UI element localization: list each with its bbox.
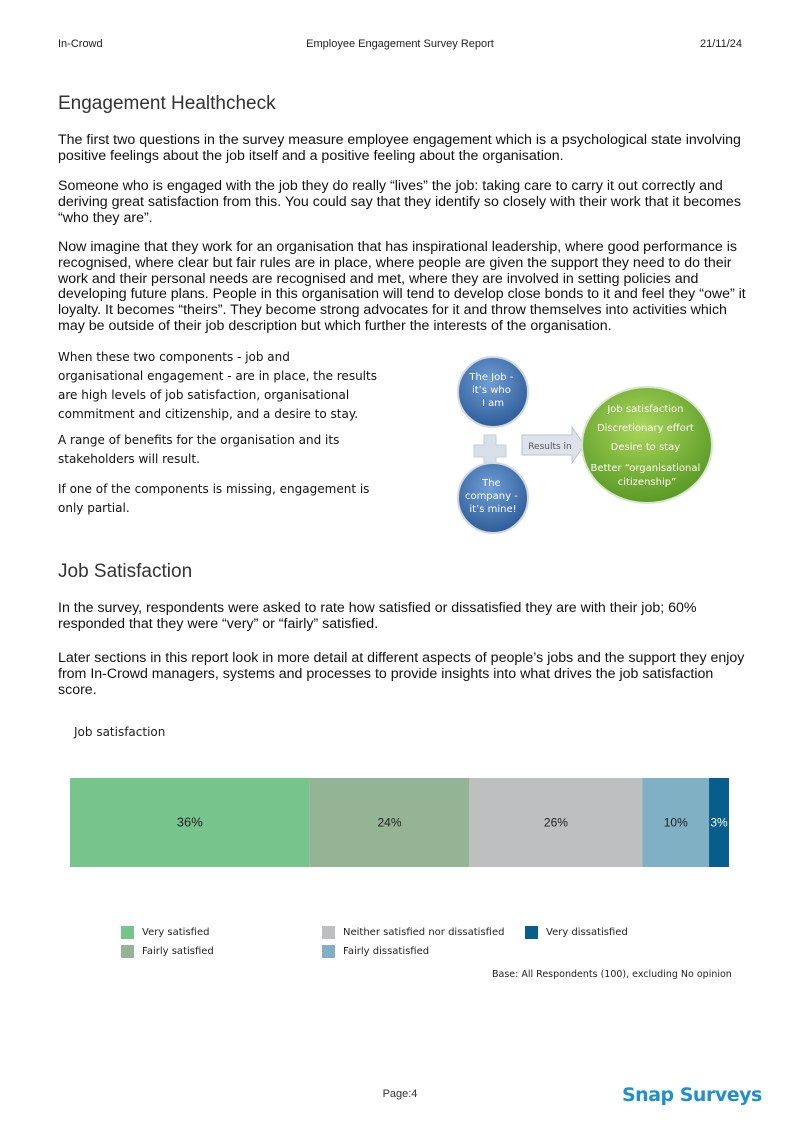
paragraph-3: Now imagine that they work for an organisation that has inspirational leadership, where good performance is recognised, where clear but fair rules are in place, where people are given the support they need to do their work and their personal needs are recognised and met, where they are involved in setting policies and developing future plans. People in this organisation will tend to develop close bonds to it and feel they “owe” it loyalty. It becomes “theirs”. They become strong advocates for it and throw themselves into activities which may be outside of their job description but which further the interests of the organisation. [58, 239, 746, 334]
data-label-2: 26% [543, 815, 568, 830]
legend-swatch [121, 945, 134, 958]
data-label-4: 3% [710, 815, 728, 830]
section-title-engagement: Engagement Healthcheck [58, 93, 276, 114]
legend-label: Fairly dissatisfied [343, 946, 430, 957]
legend-label: Neither satisfied nor dissatisfied [343, 927, 505, 938]
job-satisfaction-chart [70, 778, 729, 867]
company-line-3: it’s mine! [469, 504, 517, 515]
result-1: Job satisfaction [607, 404, 684, 415]
chart-title: Job satisfaction [74, 725, 166, 739]
legend-item-fairly-satisfied [121, 945, 214, 958]
legend-swatch [322, 926, 335, 939]
legend-item-very-dissatisfied [525, 926, 628, 939]
data-label-1: 24% [377, 815, 402, 830]
engagement-diagram [440, 345, 740, 545]
data-label-3: 10% [663, 815, 688, 830]
page-number: Page:4 [382, 1088, 418, 1100]
partial-text: If one of the components is missing, engagement is only partial. [58, 482, 370, 515]
result-2: Discretionary effort [596, 423, 694, 434]
job-line-1: The Job - [469, 372, 514, 383]
legend-item-very-satisfied [121, 926, 209, 939]
legend-swatch [525, 926, 538, 939]
legend-item-fairly-dissatisfied [322, 945, 429, 958]
legend-label: Very satisfied [142, 927, 210, 938]
results-circle [582, 387, 712, 503]
company-line-1: The [482, 478, 501, 489]
job-circle [458, 357, 528, 427]
legend-swatch [322, 945, 335, 958]
result-4: Better “organisational [590, 463, 701, 474]
header-left: In-Crowd [58, 38, 103, 50]
legend-item-neither [322, 926, 504, 939]
paragraph-2: Someone who is engaged with the job they do really “lives” the job: taking care to carry it out correctly and deriving great satisfaction from this. You could say that they identify so closely with their work that it becomes “who they are”. [58, 178, 741, 226]
job-line-3: I am [482, 398, 504, 409]
paragraph-1: The first two questions in the survey measure employee engagement which is a psychological state involving positive feelings about the job itself and a positive feeling about the organisation. [58, 132, 741, 164]
result-5: citizenship” [617, 477, 677, 488]
header-date: 21/11/24 [699, 38, 742, 50]
job-paragraph-2: Later sections in this report look in more detail at different aspects of people’s jobs and the support they enjoy from In-Crowd managers, systems and processes to provide insights into what drives the job satisfaction score. [58, 650, 745, 698]
base-note: Base: All Respondents (100), excluding No opinion [492, 969, 732, 980]
job-line-2: it’s who [471, 385, 511, 396]
company-line-2: company - [464, 491, 518, 502]
legend-label: Fairly satisfied [142, 946, 214, 957]
section-title-job-satisfaction: Job Satisfaction [58, 561, 193, 582]
legend-label: Very dissatisfied [546, 927, 628, 938]
legend-swatch [121, 926, 134, 939]
arrow-label: Results in [528, 442, 572, 452]
benefits-text: A range of benefits for the organisation and its stakeholders will result. [58, 433, 340, 466]
company-circle [458, 463, 528, 533]
snap-surveys-logo: Snap Surveys [622, 1084, 762, 1106]
job-paragraph-1: In the survey, respondents were asked to rate how satisfied or dissatisfied they are with their job; 60% responded that they were “very” or “fairly” satisfied. [58, 600, 697, 632]
data-label-0: 36% [176, 814, 203, 830]
header-title: Employee Engagement Survey Report [306, 38, 494, 50]
result-3: Desire to stay [610, 442, 681, 453]
components-text: When these two components - job and organisational engagement - are in place, the results are high levels of job satisfaction, organisational commitment and citizenship, and a desire to stay. [58, 350, 377, 421]
